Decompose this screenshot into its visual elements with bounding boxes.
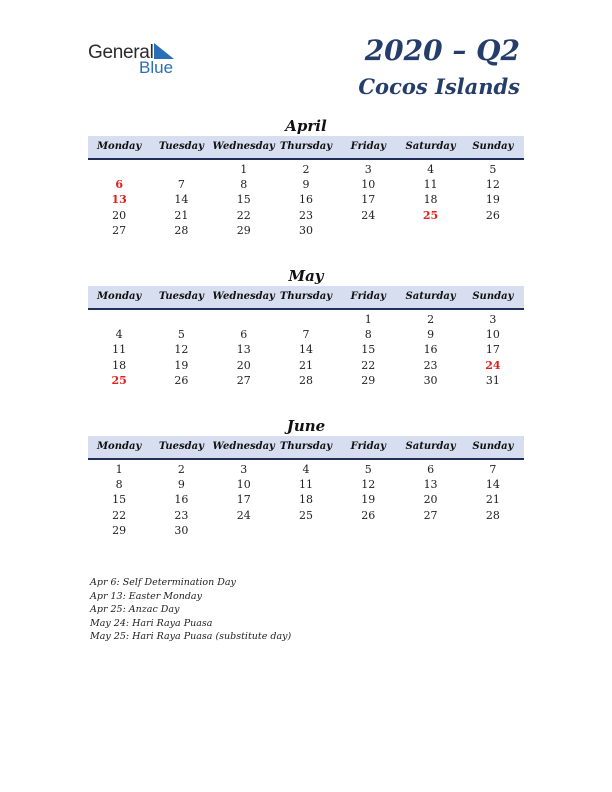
day-cell: 2	[427, 313, 435, 326]
day-cell: 12	[174, 343, 189, 357]
weekday-header	[88, 136, 524, 160]
day-cell: 28	[298, 373, 313, 387]
day-cell: 25	[422, 208, 439, 222]
weekday-label: Saturday	[405, 441, 456, 452]
logo-blue-text: Blue	[139, 58, 174, 77]
day-cell: 6	[240, 328, 248, 342]
day-cell: 14	[174, 193, 189, 207]
day-cell: 1	[240, 163, 248, 176]
page-title: 2020 – Q2	[364, 34, 520, 67]
holiday-note: May 25: Hari Raya Puasa (substitute day)	[90, 631, 292, 642]
day-cell: 13	[236, 343, 251, 357]
day-cell: 11	[112, 343, 127, 357]
day-cell: 31	[485, 373, 500, 387]
weekday-label: Friday	[350, 441, 386, 452]
day-cell: 25	[111, 373, 127, 387]
logo	[88, 40, 188, 76]
day-cell: 21	[485, 493, 500, 507]
day-cell: 12	[361, 478, 376, 492]
day-cell: 22	[236, 208, 251, 222]
day-cell: 5	[177, 328, 185, 342]
day-cell: 16	[423, 343, 438, 357]
month-title: May	[288, 267, 324, 285]
day-cell: 23	[423, 358, 438, 372]
day-cell: 21	[298, 358, 313, 372]
day-cell: 15	[361, 343, 376, 357]
weekday-label: Thursday	[279, 441, 333, 452]
day-cell: 11	[298, 478, 313, 492]
day-cell: 15	[112, 493, 127, 507]
day-cell	[88, 312, 150, 327]
day-cell	[337, 223, 399, 238]
day-cell: 30	[298, 223, 313, 237]
month-may	[88, 266, 524, 388]
weekday-label: Tuesday	[158, 141, 204, 152]
day-cell: 9	[302, 178, 310, 192]
holiday-note: May 24: Hari Raya Puasa	[90, 617, 213, 629]
day-grid	[88, 462, 524, 538]
day-cell: 19	[485, 193, 500, 207]
day-cell	[462, 223, 524, 238]
day-cell: 27	[423, 508, 438, 522]
day-cell: 4	[115, 328, 123, 342]
weekday-label: Wednesday	[212, 441, 275, 452]
logo-triangle-icon	[154, 43, 176, 59]
day-cell: 8	[364, 328, 372, 342]
day-cell: 23	[298, 208, 313, 222]
day-cell: 27	[112, 223, 127, 237]
day-cell: 2	[302, 163, 310, 176]
day-cell: 21	[174, 208, 189, 222]
day-cell: 29	[236, 223, 251, 237]
day-cell: 18	[423, 193, 438, 207]
day-cell: 24	[361, 208, 376, 222]
day-cell: 26	[361, 508, 376, 522]
day-cell: 30	[174, 523, 189, 537]
day-cell: 16	[174, 493, 189, 507]
month-april	[88, 116, 524, 238]
logo-general-text: General	[88, 42, 154, 63]
day-cell: 10	[485, 328, 500, 342]
day-cell: 30	[423, 373, 438, 387]
weekday-label: Saturday	[405, 291, 456, 302]
month-title: June	[286, 417, 326, 435]
day-cell: 13	[111, 193, 127, 207]
day-cell: 18	[298, 493, 313, 507]
day-cell: 20	[112, 208, 127, 222]
day-cell	[462, 523, 524, 538]
day-cell: 3	[489, 313, 497, 326]
day-cell: 17	[361, 193, 376, 207]
day-cell: 7	[177, 178, 185, 192]
day-cell: 23	[174, 508, 189, 522]
holiday-note: Apr 25: Anzac Day	[90, 604, 180, 615]
weekday-label: Wednesday	[212, 291, 275, 302]
day-cell: 10	[361, 178, 376, 192]
day-cell: 8	[115, 478, 123, 492]
day-cell	[275, 312, 337, 327]
day-cell: 28	[485, 508, 500, 522]
day-cell: 29	[112, 523, 127, 537]
weekday-label: Tuesday	[158, 291, 204, 302]
day-cell: 22	[112, 508, 127, 522]
day-cell: 15	[236, 193, 251, 207]
day-cell: 6	[115, 178, 123, 192]
day-grid	[88, 312, 524, 388]
day-cell	[399, 223, 461, 238]
weekday-label: Thursday	[279, 291, 333, 302]
day-cell	[337, 523, 399, 538]
day-cell: 6	[427, 463, 435, 476]
day-cell: 5	[489, 163, 497, 176]
day-cell	[213, 523, 275, 538]
day-cell	[399, 523, 461, 538]
weekday-label: Sunday	[472, 141, 514, 152]
day-cell	[275, 523, 337, 538]
day-cell: 18	[112, 358, 127, 372]
day-cell: 20	[236, 358, 251, 372]
weekday-label: Friday	[350, 141, 386, 152]
day-cell: 24	[485, 358, 501, 372]
day-cell: 4	[427, 163, 435, 176]
weekday-label: Wednesday	[212, 141, 275, 152]
day-cell: 26	[485, 208, 500, 222]
weekday-label: Thursday	[279, 141, 333, 152]
day-cell: 9	[177, 478, 185, 492]
day-cell: 27	[236, 373, 251, 387]
day-cell: 3	[364, 163, 372, 176]
weekday-label: Monday	[96, 291, 142, 302]
weekday-label: Sunday	[472, 441, 514, 452]
day-cell: 1	[115, 463, 123, 476]
weekday-label: Monday	[96, 441, 142, 452]
month-title: April	[285, 117, 327, 135]
day-cell: 14	[485, 478, 500, 492]
weekday-header	[88, 286, 524, 310]
day-cell: 4	[302, 463, 310, 476]
page-subtitle: Cocos Islands	[358, 74, 520, 99]
weekday-header	[88, 436, 524, 460]
month-june	[88, 416, 524, 538]
day-cell	[88, 162, 150, 177]
day-cell: 19	[174, 358, 189, 372]
day-cell: 7	[302, 328, 310, 342]
day-cell	[150, 312, 212, 327]
weekday-label: Saturday	[405, 141, 456, 152]
day-cell: 17	[485, 343, 500, 357]
day-cell: 3	[240, 463, 248, 476]
weekday-label: Monday	[96, 141, 142, 152]
weekday-label: Sunday	[472, 291, 514, 302]
day-cell: 22	[361, 358, 376, 372]
day-cell	[150, 162, 212, 177]
day-cell: 11	[423, 178, 438, 192]
day-cell: 8	[240, 178, 248, 192]
day-cell: 28	[174, 223, 189, 237]
day-cell: 29	[361, 373, 376, 387]
holiday-note: Apr 6: Self Determination Day	[90, 577, 236, 588]
day-cell: 7	[489, 463, 497, 476]
weekday-label: Tuesday	[158, 441, 204, 452]
day-cell: 12	[485, 178, 500, 192]
day-cell: 9	[427, 328, 435, 342]
day-cell: 10	[236, 478, 251, 492]
day-cell: 19	[361, 493, 376, 507]
day-cell: 14	[298, 343, 313, 357]
day-cell: 2	[177, 463, 185, 476]
holiday-note: Apr 13: Easter Monday	[90, 590, 202, 602]
day-cell: 16	[298, 193, 313, 207]
day-cell: 24	[236, 508, 251, 522]
day-cell: 20	[423, 493, 438, 507]
day-cell	[213, 312, 275, 327]
day-cell: 1	[364, 313, 372, 326]
holiday-notes	[90, 576, 291, 644]
day-cell: 5	[364, 463, 372, 476]
day-grid	[88, 162, 524, 238]
weekday-label: Friday	[350, 291, 386, 302]
day-cell: 26	[174, 373, 189, 387]
day-cell: 17	[236, 493, 251, 507]
day-cell: 13	[423, 478, 438, 492]
day-cell: 25	[298, 508, 313, 522]
